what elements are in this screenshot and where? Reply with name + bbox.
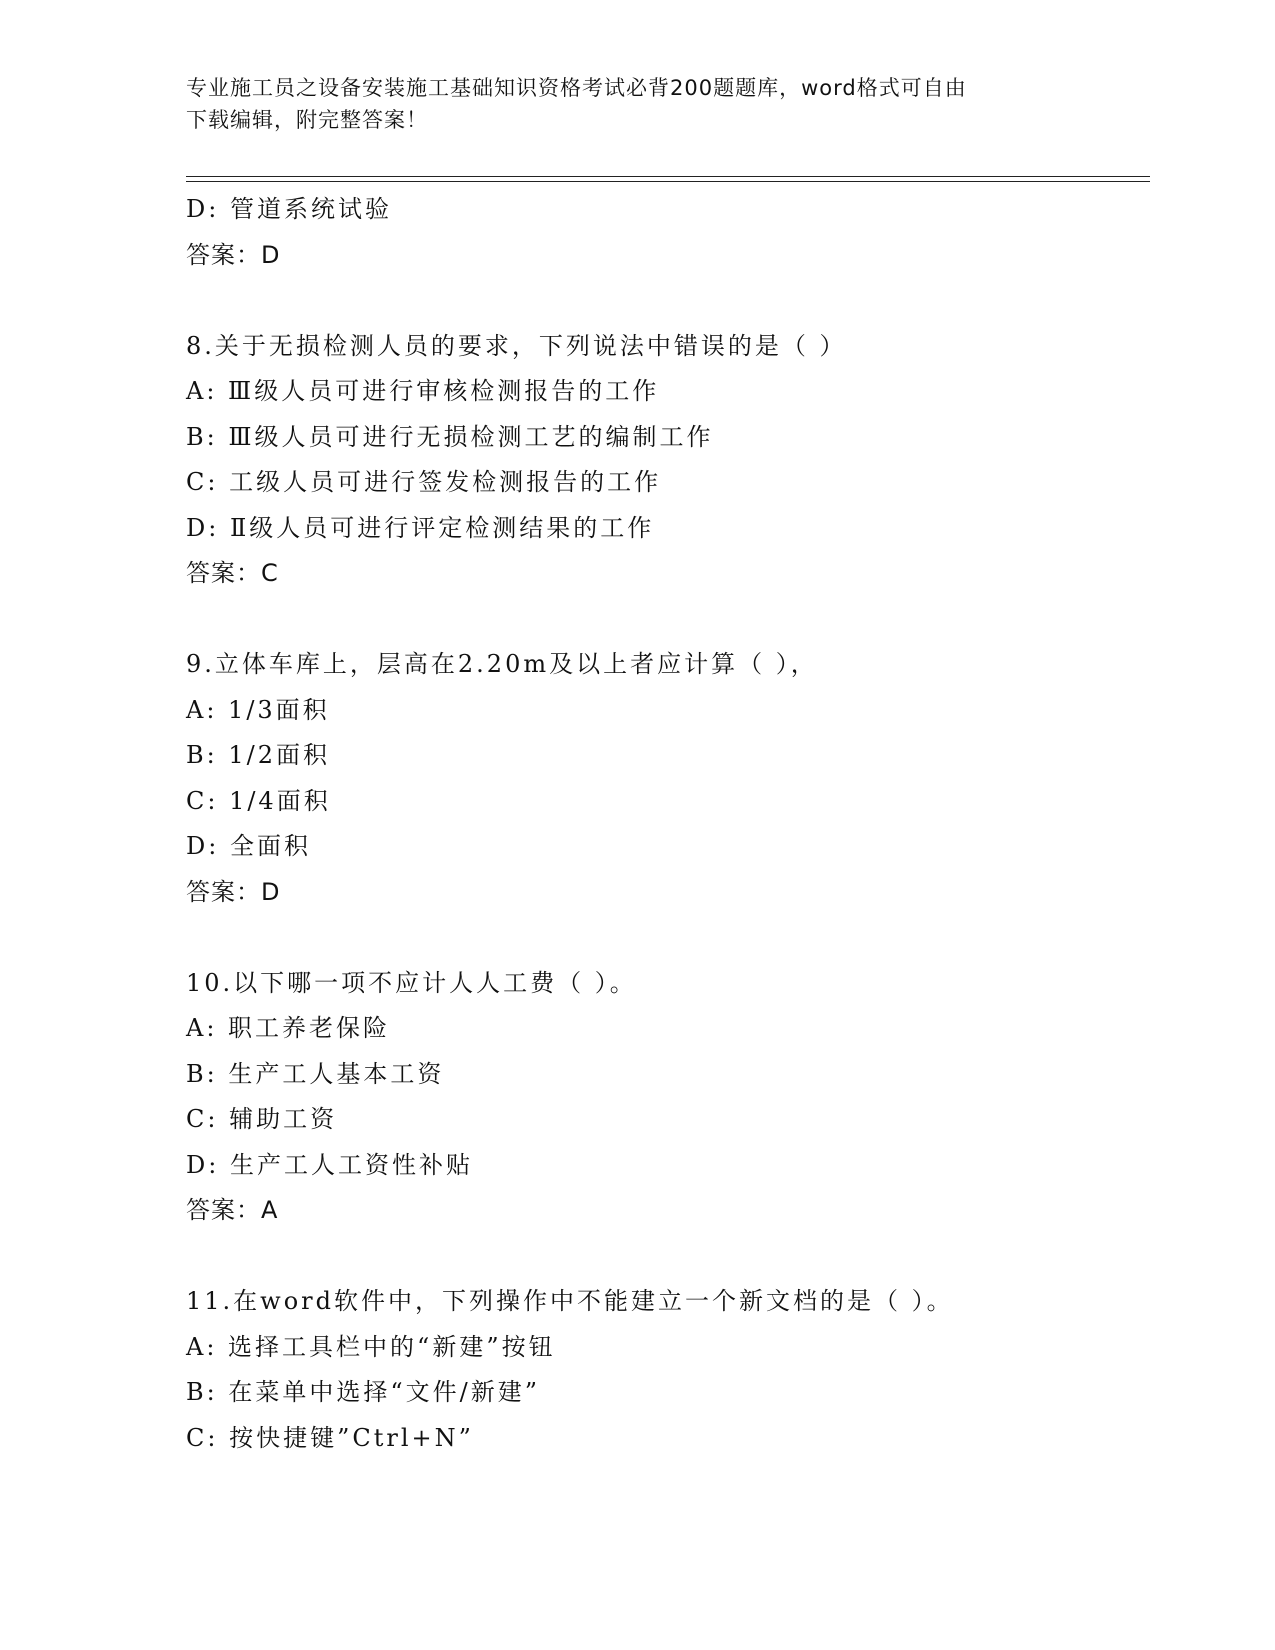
option-b: B: 在菜单中选择“文件/新建” [186,1378,540,1406]
option-c: C: 辅助工资 [186,1105,338,1133]
header-divider-top [186,176,1150,177]
page-header [186,72,1086,136]
question-9 [186,642,1146,915]
previous-question-tail [186,187,1146,278]
answer-line: 答案：C [186,559,279,587]
header-title-line-1: 专业施工员之设备安装施工基础知识资格考试必背200题题库，word格式可自由 [186,76,967,100]
spacer [186,915,1146,961]
spacer [186,597,1146,643]
option-b: B: 生产工人基本工资 [186,1059,445,1088]
answer-line: 答案：D [186,877,281,906]
header-divider-bottom [186,181,1150,182]
question-stem: 8.关于无损检测人员的要求，下列说法中错误的是（ ） [186,331,847,360]
question-list [186,187,1146,1461]
question-11 [186,1279,1146,1461]
option-d: D: Ⅱ级人员可进行评定检测结果的工作 [186,513,655,542]
question-stem: 11.在word软件中，下列操作中不能建立一个新文档的是（ ）。 [186,1287,954,1315]
header-title-line-2: 下载编辑，附完整答案！ [186,108,428,132]
question-8 [186,324,1146,597]
spacer [186,278,1146,324]
option-d: D: 全面积 [186,832,311,860]
answer-line: 答案：A [186,1196,279,1224]
spacer [186,1234,1146,1280]
option-c: C: 工级人员可进行签发检测报告的工作 [186,468,662,496]
answer-line: 答案：D [186,240,281,269]
option-a: A: 选择工具栏中的“新建”按钮 [186,1332,556,1361]
option-a: A: 1/3面积 [186,695,330,724]
question-stem: 9.立体车库上，层高在2.20m及以上者应计算（ ）， [186,650,818,678]
option-c: C: 按快捷键”Ctrl+N” [186,1423,474,1452]
option-b: B: Ⅲ级人员可进行无损检测工艺的编制工作 [186,422,714,451]
option-b: B: 1/2面积 [186,741,330,769]
option-d: D: 生产工人工资性补贴 [186,1150,473,1179]
question-stem: 10.以下哪一项不应计人人工费（ ）。 [186,968,637,997]
question-10 [186,961,1146,1234]
option-a: A: 职工养老保险 [186,1014,391,1042]
option-c: C: 1/4面积 [186,786,331,815]
option-d: D: 管道系统试验 [186,195,392,223]
option-a: A: Ⅲ级人员可进行审核检测报告的工作 [186,377,660,405]
